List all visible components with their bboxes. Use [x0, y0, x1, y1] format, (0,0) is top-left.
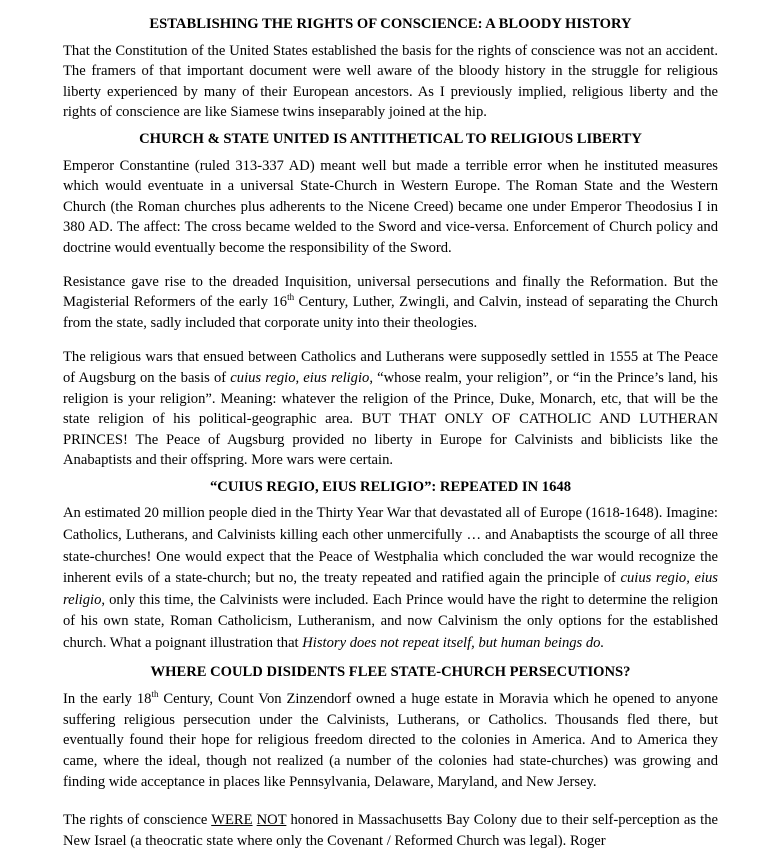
superscript: th	[151, 689, 159, 700]
paragraph-thirty-year-war	[63, 503, 718, 654]
text-run: An estimated 20 million people died in the Thirty Year War that devastated all of Europe (1618-1648). Imagine: Catholics, Lutherans, and Calvinists killing each other unmercifully … and Anabaptists the scourge of all three state-churches! One would expect that the Peace of Westphalia which concluded the war would recognize the inherent evils of a state-church; but no, the treaty repeated and ratified again the principle of	[63, 505, 718, 587]
text-run: Resistance gave rise to the dreaded Inquisition, universal persecutions and finally the Reformation. But the Magisterial Reformers of the early 16	[63, 273, 718, 311]
text-run: The religious wars that ensued between Catholics and Lutherans were supposedly settled in 1555 at The Peace of Augsburg on the basis of	[63, 349, 718, 386]
heading-cuius-regio-repeated: “CUIUS REGIO, EIUS RELIGIO”: REPEATED IN 1648	[210, 478, 571, 495]
italic-latin-phrase: cuius regio, eius religio	[230, 369, 370, 386]
paragraph-constitution: That the Constitution of the United States established the basis for the rights of conscience was not an accident. The framers of that important document were well aware of the bloody history in the struggle for religious liberty experienced by many of their European ancestors. As I previously implied, religious liberty and the rights of conscience are like Siamese twins inseparably joined at the hip.	[63, 42, 718, 121]
text-run: In the early 18	[63, 691, 152, 708]
paragraph-resistance	[63, 272, 718, 334]
paragraph-religious-wars	[63, 347, 718, 471]
underlined-not: NOT	[256, 812, 287, 829]
heading-church-state-united: CHURCH & STATE UNITED IS ANTITHETICAL TO RELIGIOUS LIBERTY	[139, 130, 642, 147]
text-run: The rights of conscience	[63, 812, 212, 829]
text-run: Century, Count Von Zinzendorf owned a huge estate in Moravia which he opened to anyone suffering religious persecution under the Calvinists, Lutherans, or Catholics. Thousands fled there, but eventually found their hope for religious freedom directed to the colonies in America. And to America they came, where the ideal, though not realized (a number of the colonies had state-churches) was growing and finding wide acceptance in places like Pennsylvania, Delaware, Maryland, and New Jersey.	[63, 691, 718, 790]
paragraph-massachusetts	[63, 810, 718, 851]
text-run: , “whose realm, your religion”, or “in the Prince’s land, his religion is your religion”. Meaning: whatever the religion of the Prince, Duke, Monarch, etc, that will be the state religion of his political-geographic area. BUT THAT ONLY OF CATHOLIC AND LUTHERAN PRINCES! The Peace of Augsburg provided no liberty in Europe for Calvinists and biblicists like the Anabaptists and their offspring. More wars were certain.	[63, 369, 718, 469]
paragraph-constantine: Emperor Constantine (ruled 313-337 AD) meant well but made a terrible error when he instituted measures which would eventuate in a universal State-Church in Western Europe. The Roman State and the Western Church (the Roman churches plus adherents to the Nicene Creed) became one under Emperor Theodosius I in 380 AD. The affect: The cross became welded to the Sword and vice-versa. Enforcement of Church policy and doctrine would eventually become the responsibility of the Sword.	[63, 157, 718, 256]
heading-dissidents-flee: WHERE COULD DISIDENTS FLEE STATE-CHURCH PERSECUTIONS?	[150, 663, 631, 680]
heading-establishing-rights: ESTABLISHING THE RIGHTS OF CONSCIENCE: A BLOODY HISTORY	[149, 16, 632, 32]
text-run: , only this time, the Calvinists were included. Each Prince would have the right to determine the religion of his own state, Roman Catholicism, Lutheranism, and now Calvinism the only options for the established church. What a poignant illustration that	[63, 591, 718, 652]
text-run: honored in Massachusetts Bay Colony due to their self-perception as the New Israel (a theocratic state where only the Covenant / Reformed Church was legal). Roger	[63, 812, 718, 849]
italic-latin-phrase: cuius regio, eius religio	[63, 570, 718, 608]
superscript: th	[287, 292, 295, 303]
text-run: Century, Luther, Zwingli, and Calvin, instead of separating the Church from the state, sadly included that corporate unity into their theologies.	[63, 294, 719, 331]
paragraph-zinzendorf	[63, 689, 718, 792]
underlined-were: WERE	[211, 812, 253, 829]
italic-history-quote: History does not repeat itself, but human beings do.	[302, 635, 605, 652]
